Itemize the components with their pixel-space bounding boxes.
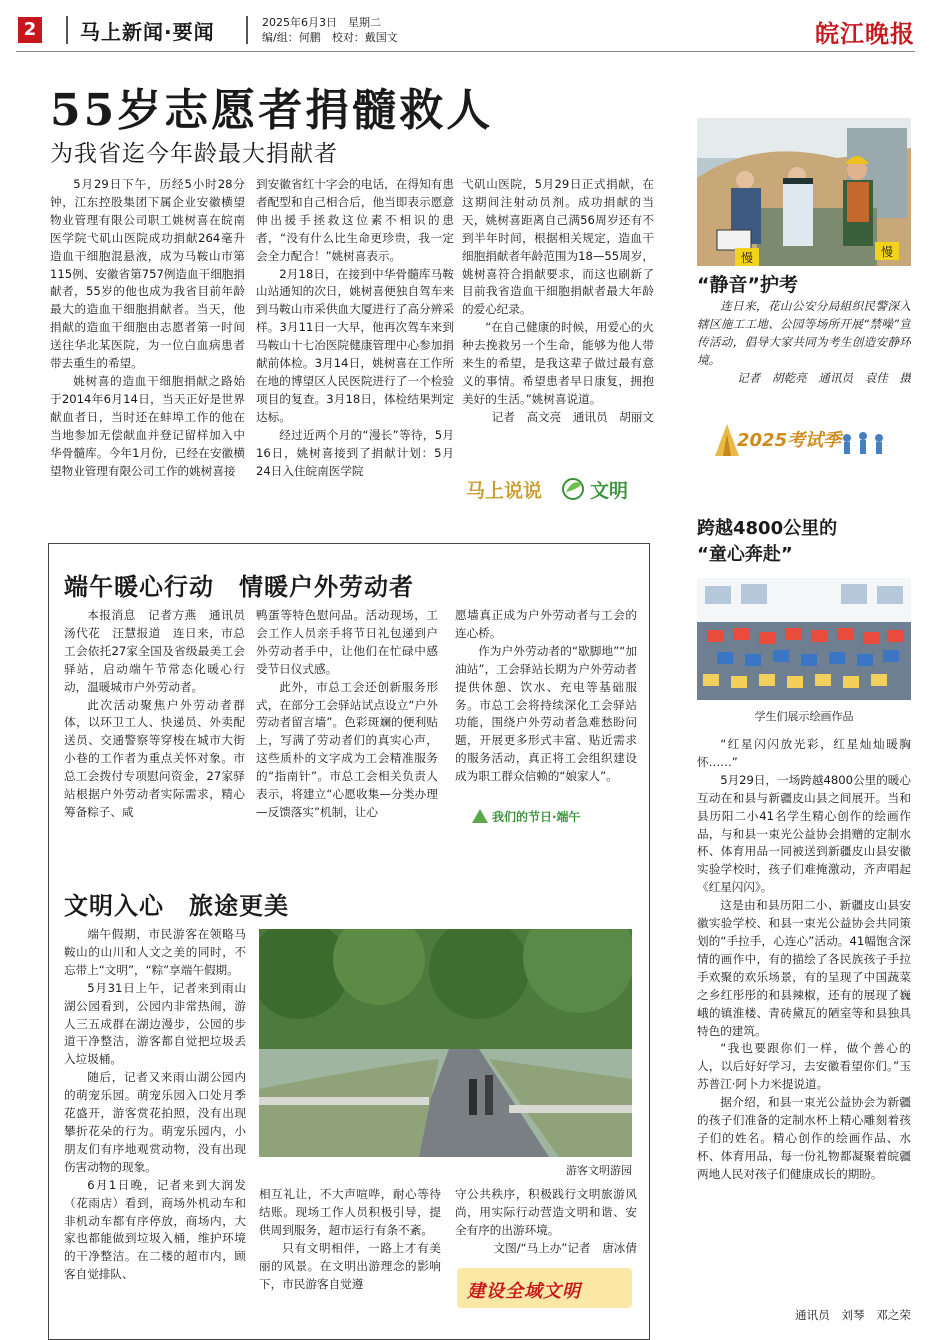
story3-paragraph: 此外，市总工会还创新服务形式，在部分工会驿站试点设立“户外劳动者留言墙”。色彩斑斓的便利贴上，写满了劳动者们的真实心声，这些质朴的文字成为工会精准服务的“指南针”。市总工会相关负责人表示，将建立“心愿收集—分类办理—反馈落实”机制，让心 [256, 679, 438, 819]
header-rule [16, 51, 915, 52]
story2-body [697, 736, 911, 1304]
story2-paragraph: “红星闪闪放光彩，红星灿灿暖胸怀……” [697, 737, 911, 769]
photo2-caption: 学生们展示绘画作品 [754, 710, 854, 723]
issue-date: 2025年6月3日 星期二 [262, 16, 381, 29]
logo-mashang-shuoshuo [466, 472, 656, 512]
lead-column-2 [256, 176, 454, 521]
story3-paragraph: 鸭蛋等特色慰问品。活动现场，工会工作人员亲手将节日礼包递到户外劳动者手中，让他们在忙碌中感受节日仪式感。 [256, 608, 438, 676]
story3-column-2 [256, 607, 438, 837]
section-title: 马上新闻·要闻 [80, 20, 215, 44]
story2-title-line: “童心奔赴” [697, 544, 793, 565]
header-divider [66, 16, 68, 44]
story4-column-3 [455, 1186, 637, 1266]
story3-paragraph: 此次活动聚焦户外劳动者群体，以环卫工人、快递员、外卖配送员、交通警察等穿梭在城市大街小巷的工作者为重点关怀对象。市总工会拨付专项慰问资金，27家驿站根据户外劳动者实际需求，精心筹备粽子、咸 [64, 697, 245, 819]
logo-text: 马上说说 [466, 480, 543, 502]
story2-title-line: 跨越4800公里的 [697, 518, 838, 539]
story4-paragraph: 随后，记者又来雨山湖公园内的萌宠乐园。萌宠乐园入口处月季花盛开，游客赏花拍照，没有出现攀折花朵的行为。萌宠乐园内，小朋友们有序地观赏动物，没有出现伤害动物的现象。 [64, 1070, 246, 1174]
story1-byline: 记者 胡乾亮 通讯员 袁佳 摄 [737, 370, 911, 385]
banner-text: 2025考试季 [737, 430, 842, 451]
zongzi-icon [470, 807, 490, 825]
story4-paragraph: 端午假期，市民游客在领略马鞍山的山川和人文之美的同时，不忘带上“文明”，“粽”享端午假期。 [64, 927, 246, 977]
editor-credits: 编/组：何鹏 校对：戴国文 [262, 31, 398, 44]
civilization-banner [457, 1268, 632, 1308]
story2-paragraph: 这是由和县历阳二小、新疆皮山县安徽实验学校、和县一束光公益协会共同策划的“手拉手，心连心”活动。41幅饱含深情的画作中，有的描绘了各民族孩子手拉手欢聚的欢乐场景，有的呈现了中国蔬菜之乡红彤彤的和县辣椒，还有的展现了巍峨的镇淮楼、青砖黛瓦的陋室等和县独具特色的建筑。 [697, 898, 911, 1038]
lead-headline: 55岁志愿者捐髓救人 [50, 85, 494, 136]
story3-column-3 [455, 607, 637, 799]
festival-logo [470, 803, 620, 829]
photo3-caption: 游客文明游园 [566, 1164, 632, 1177]
lead-column-1 [50, 176, 245, 521]
photo-park-scene [259, 929, 632, 1157]
story4-column-1 [64, 926, 246, 1326]
lead-paragraph: 弋矶山医院，5月29日正式捐献，在这期间注射动员剂。成功捐献的当天，姚树喜距离自己满56周岁还有不到半年时间，根据相关规定，造血干细胞捐献者年龄范围为18—55周岁，姚树喜符合捐献要求，而这也刷新了目前我省造血干细胞捐献者最大年龄的爱心纪录。 [462, 177, 654, 317]
story4-byline: 文图/“马上办”记者 唐冰倩 [493, 1240, 637, 1255]
photo-police-scene [697, 118, 911, 266]
story2-paragraph: 据介绍，和县一束光公益协会为新疆的孩子们准备的定制水杯上精心雕刻着孩子们的姓名。精心创作的绘画作品、水杯、体育用品，每一份礼物都凝聚着皖疆两地人民对孩子们健康成长的期盼。 [697, 1095, 911, 1181]
story3-title: 端午暖心行动 情暖户外劳动者 [64, 573, 414, 601]
lead-paragraph: “在自己健康的时候，用爱心的火种去挽救另一个生命，能够为他人带来生的希望，是我这辈子做过最有意义的事情。希望患者早日康复，拥抱美好的生活。”姚树喜说道。 [462, 320, 654, 406]
story1-body [697, 298, 911, 408]
story3-paragraph: 愿墙真正成为户外劳动者与工会的连心桥。 [455, 608, 637, 640]
header-divider-2 [246, 16, 248, 44]
story4-paragraph: 只有文明相伴，一路上才有美丽的风景。在文明出游理念的影响下，市民游客自觉遵 [259, 1240, 441, 1291]
story4-column-2 [259, 1186, 441, 1326]
lead-subheadline: 为我省迄今年龄最大捐献者 [50, 141, 338, 167]
logo-suffix: 文明 [590, 480, 629, 502]
sign-label: 慢 [740, 251, 754, 265]
lead-byline: 记者 高文亮 通讯员 胡丽文 [491, 409, 654, 424]
story4-paragraph: 守公共秩序，积极践行文明旅游风尚，用实际行动营造文明和谐、安全有序的出游环境。 [455, 1187, 637, 1237]
photo-students-scene [697, 578, 911, 700]
civilization-banner-text: 建设全域文明 [467, 1281, 581, 1302]
photo-police-construction [697, 118, 911, 266]
story1-title: “静音”护考 [697, 274, 798, 296]
story4-title: 文明入心 旅途更美 [64, 892, 289, 920]
newspaper-brand: 皖江晚报 [815, 19, 915, 48]
story4-paragraph: 6月1日晚，记者来到大润发（花雨店）看到，商场外机动车和非机动车都有序停放，商场内，大家也都能做到垃圾入桶，维护环境的干净整洁。在二楼的超市内，顾客自觉排队、 [64, 1177, 246, 1282]
leaf-icon [558, 474, 588, 504]
lead-column-3 [462, 176, 654, 466]
lead-paragraph: 2月18日，在接到中华骨髓库马鞍山站通知的次日，姚树喜便独自驾车来到马鞍山市采供血大厦进行了高分辨采样。3月11日一大早，他再次驾车来到马鞍山十七冶医院健康管理中心参加捐献前体检。3月14日，姚树喜在工作所在地的博望区人民医院进行了一个检验项目的复查。3月18日，体检结果判定达标。 [256, 266, 454, 424]
photo-park-path [259, 929, 632, 1157]
sign-label: 慢 [880, 245, 894, 259]
story2-paragraph: 5月29日，一场跨越4800公里的暖心互动在和县与新疆皮山县之间展开。当和县历阳二小41名学生精心创作的绘画作品，与和县一束光公益协会捐赠的定制水杯、体育用品一同被送到新疆皮山县安徽实验学校时，孩子们难掩激动，齐声唱起《红星闪闪》。 [697, 772, 911, 895]
story2-paragraph: “我也要跟你们一样，做个善心的人，以后好好学习，去安徽看望你们。”玉苏普江·阿卜力米提说道。 [697, 1041, 911, 1092]
story2-title [697, 516, 837, 568]
story1-paragraph: 连日来，花山公安分局組织民警深入辖区施工工地、公园等场所开展“禁噪”宣传活动，倡导大家共同为考生创造安静环境。 [697, 299, 911, 367]
photo-students-drawings [697, 578, 911, 700]
lead-paragraph: 到安徽省红十字会的电话，在得知有患者配型和自己相合后，他当即表示愿意伸出援手拯救这位素不相识的患者，“没有什么比生命更珍贵，我一定会全力配合！”姚树喜表示。 [256, 177, 454, 263]
story4-paragraph: 相互礼让，不大声喧哗，耐心等待结账。现场工作人员积极引导，提供周到服务，超市运行有条不紊。 [259, 1187, 441, 1237]
lead-paragraph: 5月29日下午，历经5小时28分钟，江东控股集团下属企业安徽横望物业管理有限公司职工姚树喜在皖南医学院弋矶山医院成功捐献264毫升造血干细胞混悬液，成为马鞍山市第115例、安徽省第757例造血干细胞捐献者，55岁的他也成为我省目前年龄最大的造血干细胞捐献者。当天，他捐献的造血干细胞由志愿者第一时间送往华北某医院，为一位白血病患者带去重生的希望。 [50, 177, 245, 371]
story3-paragraph: 作为户外劳动者的“歇脚地”“加油站”，工会驿站长期为户外劳动者提供休憩、饮水、充电等基础服务。市总工会将持续深化工会驿站功能，围绕户外劳动者急难愁盼问题，开展更多形式丰富、贴近需求的服务活动，真正将工会组织建设成为职工群众信赖的“娘家人”。 [455, 643, 637, 784]
lead-paragraph: 姚树喜的造血干细胞捐献之路始于2014年6月14日，当天正好是世界献血者日，当时还在蚌埠工作的他在当地参加无偿献血并登记留样加入中华骨髓库。今年1月份，已经在安徽横望物业管理有限公司工作的姚树喜接 [50, 373, 245, 478]
exam-season-banner [697, 416, 911, 460]
story3-paragraph: 本报消息 记者方燕 通讯员汤代花 汪慧报道 连日来，市总工会依托27家全国及省级最美工会驿站，启动端午节常态化暖心行动，温暖城市户外劳动者。 [64, 608, 245, 694]
story4-paragraph: 5月31日上午，记者来到雨山湖公园看到，公园内非常热闹，游人三五成群在湖边漫步，公园的步道干净整洁，游客都自觉把垃圾丢入垃圾桶。 [64, 980, 246, 1067]
story3-column-1 [64, 607, 245, 837]
lead-paragraph: 经过近两个月的“漫长”等待，5月16日，姚树喜接到了捐献计划：5月24日入住皖南医学院 [256, 427, 454, 478]
story2-byline: 通讯员 刘琴 邓之荣 [795, 1308, 911, 1322]
page-number: 2 [18, 17, 42, 43]
festival-logo-text: 我们的节日·端午 [492, 810, 581, 824]
